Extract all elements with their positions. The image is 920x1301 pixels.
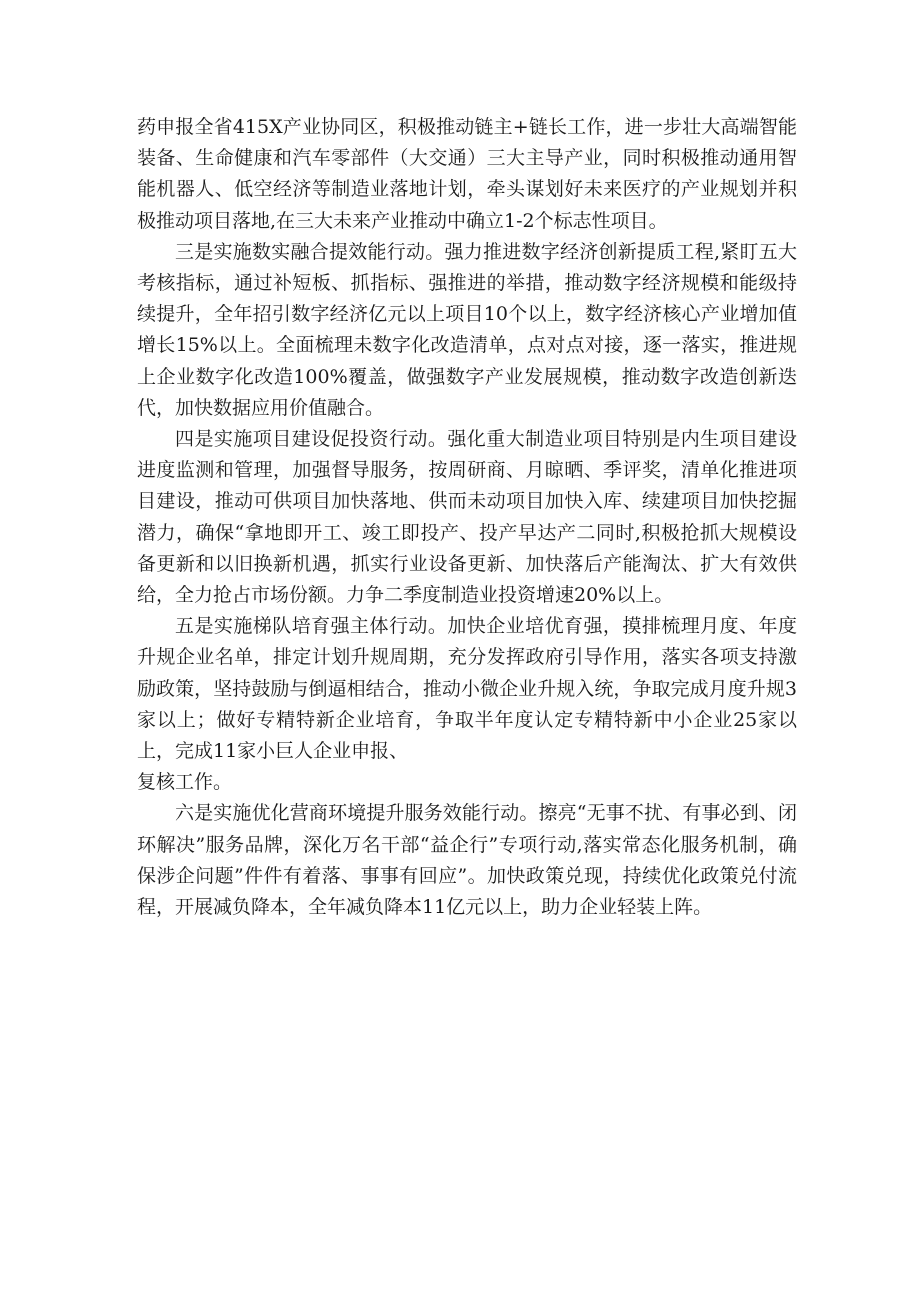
paragraph-business-environment: 六是实施优化营商环境提升服务效能行动。擦亮“无事不扰、有事必到、闭环解决”服务品牌，深化万名干部“益企行”专项行动,落实常态化服务机制，确保涉企问题”件件有着落、事事有回应”。加快政策兑现，持续优化政策兑付流程，开展减负降本，全年减负降本11亿元以上，助力企业轻装上阵。	[137, 802, 797, 919]
document-body	[137, 112, 797, 923]
paragraph-review-work: 复核工作。	[137, 771, 233, 794]
paragraph-digital-integration: 三是实施数实融合提效能行动。强力推进数字经济创新提质工程,紧盯五大考核指标，通过补短板、抓指标、强推进的举措，推动数字经济规模和能级持续提升，全年招引数字经济亿元以上项目10个以上，数字经济核心产业增加值增长15%以上。全面梳理未数字化改造清单，点对点对接，逐一落实，推进规上企业数字化改造100%覆盖，做强数字产业发展规模，推动数字改造创新迭代，加快数据应用价值融合。	[137, 240, 797, 419]
paragraph-project-investment: 四是实施项目建设促投资行动。强化重大制造业项目特别是内生项目建设进度监测和管理，加强督导服务，按周研商、月晾晒、季评奖，清单化推进项目建设，推动可供项目加快落地、供而未动项目加快入库、续建项目加快挖掘潜力，确保“拿地即开工、竣工即投产、投产早达产二同时,积极抢抓大规模设备更新和以旧换新机遇，抓实行业设备更新、加快落后产能淘汰、扩大有效供给，全力抢占市场份额。力争二季度制造业投资增速20%以上。	[137, 428, 797, 607]
paragraph-industry-development: 药申报全省415X产业协同区，积极推动链主+链长工作，进一步壮大高端智能装备、生命健康和汽车零部件（大交通）三大主导产业，同时积极推动通用智能机器人、低空经济等制造业落地计划，牵头谋划好未来医疗的产业规划并积极推动项目落地,在三大未来产业推动中确立1-2个标志性项目。	[137, 116, 797, 232]
paragraph-enterprise-cultivation: 五是实施梯队培育强主体行动。加快企业培优育强，摸排梳理月度、年度升规企业名单，排定计划升规周期，充分发挥政府引导作用，落实各项支持激励政策，坚持鼓励与倒逼相结合，推动小微企业升规入统，争取完成月度升规3家以上；做好专精特新企业培育，争取半年度认定专精特新中小企业25家以上，完成11家小巨人企业申报、	[137, 615, 797, 763]
